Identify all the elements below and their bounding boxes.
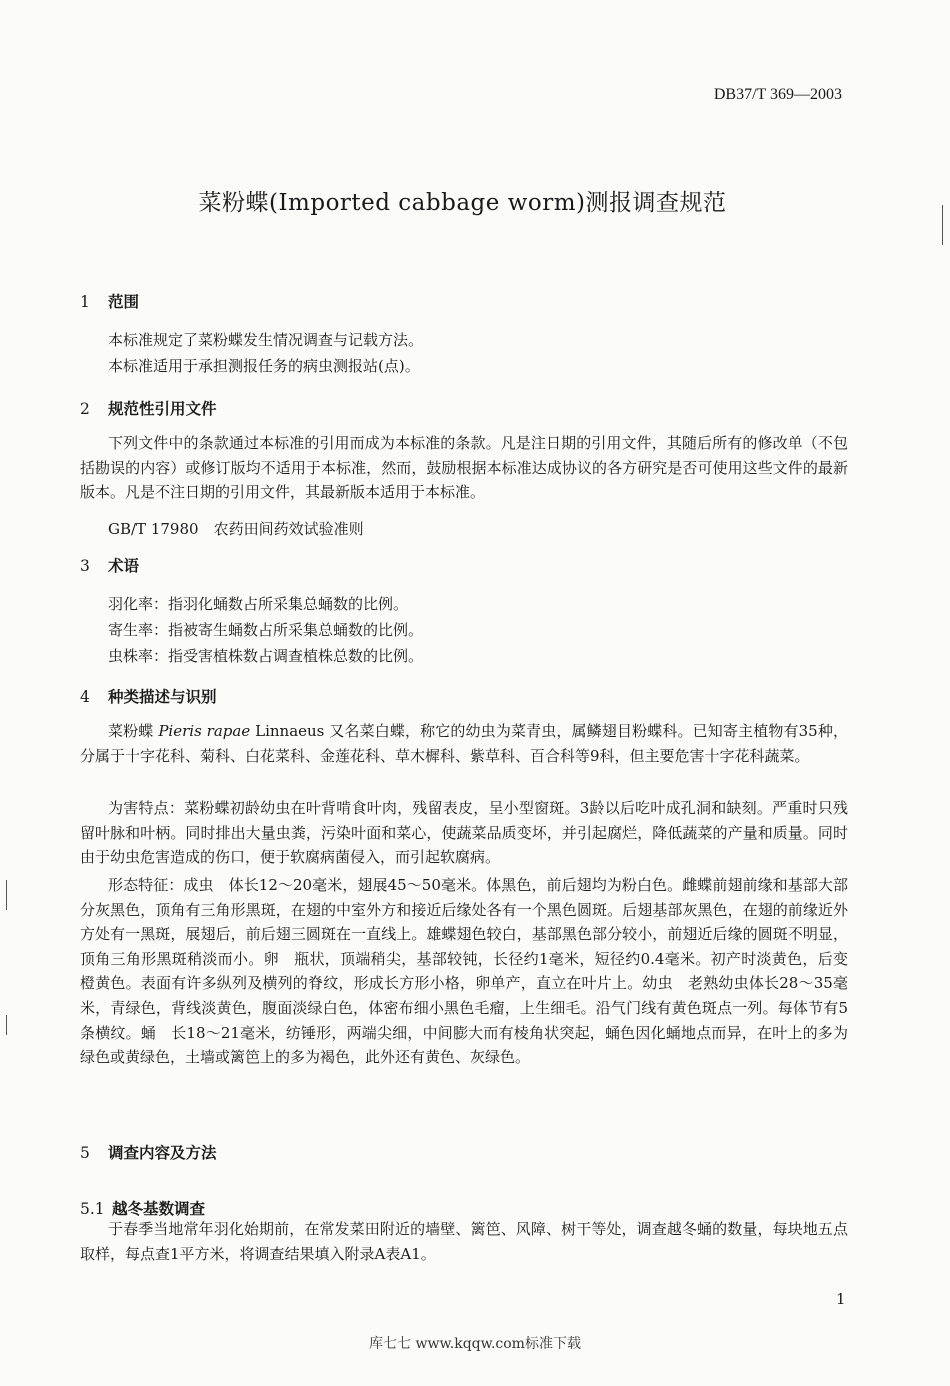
section-number: 5.1 (80, 1200, 105, 1218)
scan-edge-mark (6, 1015, 7, 1035)
reference-entry (108, 518, 364, 539)
scan-edge-mark (6, 880, 7, 910)
section-number: 4 (80, 688, 90, 706)
section-number: 3 (80, 557, 90, 575)
section-heading-1 (80, 290, 139, 312)
section-title: 调查内容及方法 (108, 1143, 217, 1162)
section-heading-3 (80, 554, 139, 576)
section-title: 越冬基数调查 (112, 1199, 206, 1218)
section-number: 5 (80, 1144, 90, 1162)
standard-code: DB37/T 369—2003 (713, 86, 842, 103)
section-title: 术语 (108, 556, 140, 575)
overwintering-survey-paragraph: 于春季当地常年羽化始期前，在常发菜田附近的墙壁、篱笆、风障、树干等处，调查越冬蛹的数量，每块地五点取样，每点查1平方米，将调查结果填入附录A表A1。 (80, 1220, 848, 1263)
section-title: 种类描述与识别 (108, 687, 217, 706)
reference-name: 农药田间药效试验准则 (213, 520, 364, 538)
section-heading-2 (80, 397, 217, 419)
page-number: 1 (836, 1290, 846, 1308)
term-definition-1: 羽化率：指羽化蛹数占所采集总蛹数的比例。 (108, 595, 409, 613)
section-title: 范围 (108, 292, 140, 311)
section-heading-4 (80, 685, 217, 707)
morphology-paragraph: 形态特征：成虫 体长12～20毫米，翅展45～50毫米。体黑色，前后翅均为粉白色。雌蝶前翅前缘和基部大部分灰黑色，顶角有三角形黑斑，在翅的中室外方和接近后缘处各有一个黑色圆斑。后翅基部灰黑色，在翅的前缘近外方处有一黑斑，展翅后，前后翅三圆斑在一直线上。雄蝶翅色较白，基部黑色部分较小，前翅近后缘的圆斑不明显，顶角三角形黑斑稍淡而小。卵 瓶状，顶端稍尖，基部较钝，长径约1毫米，短径约0.4毫米。初产时淡黄色，后变橙黄色。表面有许多纵列及横列的脊纹，形成长方形小格，卵单产，直立在叶片上。幼虫 老熟幼虫体长28～35毫米，青绿色，背线淡黄色，腹面淡绿白色，体密布细小黑色毛瘤，上生细毛。沿气门线有黄色斑点一列。每体节有5条横纹。蛹 长18～21毫米，纺锤形，两端尖细，中间膨大而有棱角状突起，蛹色因化蛹地点而异，在叶上的多为绿色或黄绿色，土墙或篱笆上的多为褐色，此外还有黄色、灰绿色。 (80, 876, 848, 1067)
species-lead: 菜粉蝶 (108, 722, 159, 740)
section-number: 1 (80, 293, 90, 311)
term-definition-3: 虫株率：指受害植株数占调查植株总数的比例。 (108, 647, 424, 665)
footer-watermark: 库七七 www.kqqw.com标准下载 (369, 1336, 581, 1352)
scan-edge-mark (942, 205, 943, 245)
section-heading-5-1 (80, 1197, 205, 1219)
scope-line-2: 本标准适用于承担测报任务的病虫测报站(点)。 (108, 357, 420, 375)
species-description-paragraph (80, 719, 848, 768)
species-rest: Linnaeus 又名菜白蝶，称它的幼虫为菜青虫，属鳞翅目粉蝶科。已知寄主植物有35种，分属于十字花科、菊科、白花菜科、金莲花科、草木樨科、紫草科、百合科等9科，但主要危害十字花科蔬菜。 (80, 722, 848, 765)
section-number: 2 (80, 400, 90, 418)
damage-characteristics-paragraph: 为害特点：菜粉蝶初龄幼虫在叶背啃食叶肉，残留表皮，呈小型窗斑。3龄以后吃叶成孔洞和缺刻。严重时只残留叶脉和叶柄。同时排出大量虫粪，污染叶面和菜心，使蔬菜品质变坏，并引起腐烂，降低蔬菜的产量和质量。同时由于幼虫危害造成的伤口，便于软腐病菌侵入，而引起软腐病。 (80, 799, 848, 867)
section-heading-5 (80, 1141, 217, 1163)
section-title: 规范性引用文件 (108, 399, 217, 418)
scope-line-1: 本标准规定了菜粉蝶发生情况调查与记载方法。 (108, 331, 424, 349)
reference-code: GB/T 17980 (108, 520, 199, 538)
latin-name: Pieris rapae (158, 722, 251, 740)
document-title: 菜粉蝶(Imported cabbage worm)测报调查规范 (198, 190, 727, 216)
term-definition-2: 寄生率：指被寄生蛹数占所采集总蛹数的比例。 (108, 621, 424, 639)
normative-references-paragraph: 下列文件中的条款通过本标准的引用而成为本标准的条款。凡是注日期的引用文件，其随后所有的修改单（不包括勘误的内容）或修订版均不适用于本标准，然而，鼓励根据本标准达成协议的各方研究是否可使用这些文件的最新版本。凡是不注日期的引用文件，其最新版本适用于本标准。 (80, 434, 848, 502)
